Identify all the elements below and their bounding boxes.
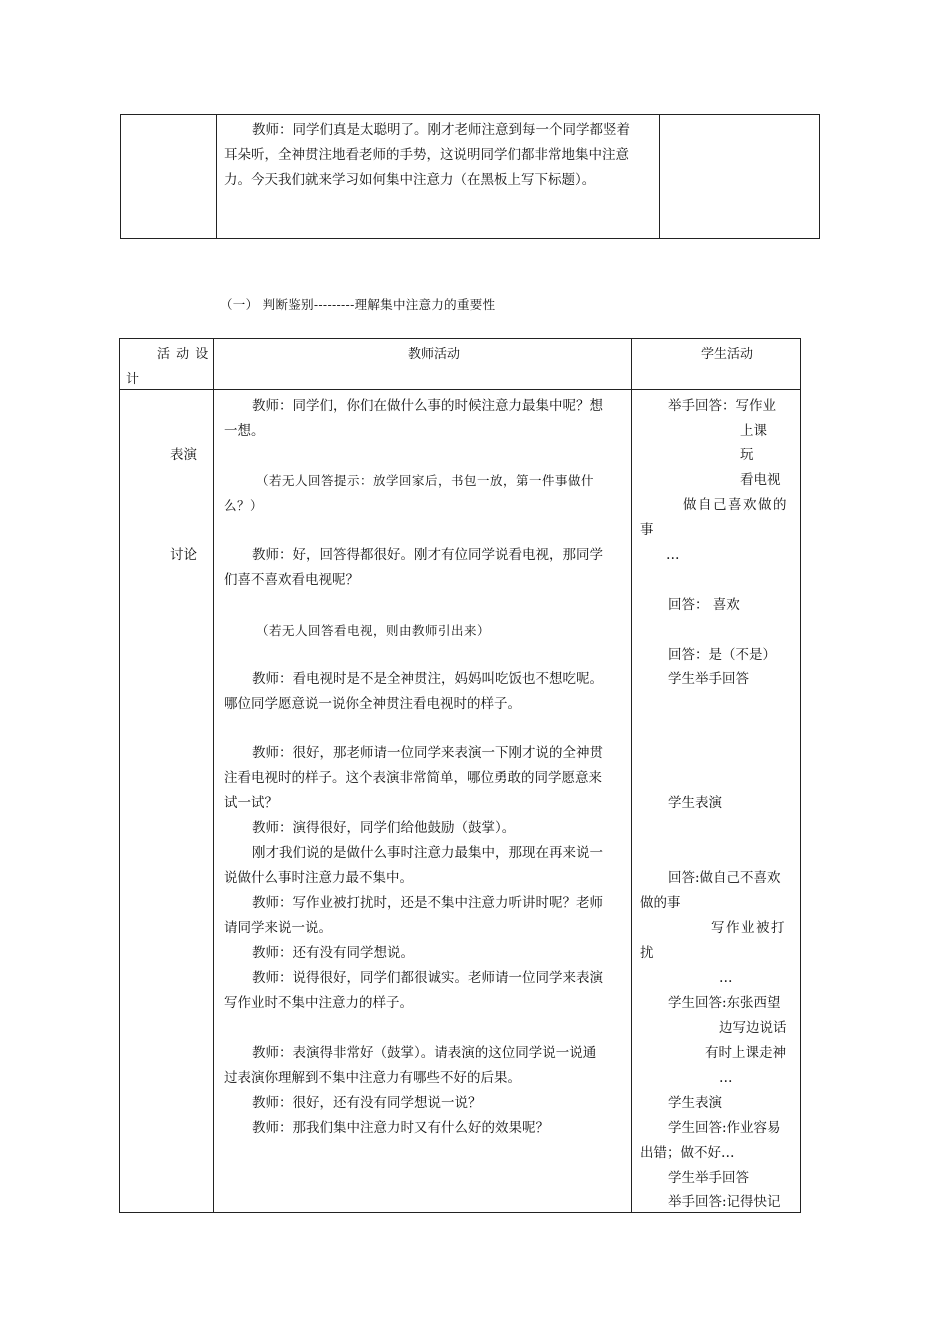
teacher-line: 教师：看电视时是不是全神贯注，妈妈叫吃饭也不想吃呢。 [252, 671, 603, 687]
student-line: 边写边说话 [719, 1020, 787, 1036]
header-student-activity: 学生活动 [701, 347, 754, 362]
teacher-line: 么？） [224, 498, 264, 513]
teacher-line: 一想。 [224, 423, 265, 439]
student-line: 学生举手回答 [668, 671, 749, 687]
header-activity-design-cont: 计 [126, 372, 140, 387]
teacher-line: 教师：表演得非常好（鼓掌）。请表演的这位同学说一说通 [252, 1045, 597, 1061]
teacher-line: 教师：演得很好，同学们给他鼓励（鼓掌）。 [252, 820, 516, 836]
student-line: 做的事 [640, 895, 681, 911]
teacher-line: 刚才我们说的是做什么事时注意力最集中，那现在再来说一 [252, 845, 603, 861]
student-line: 举手回答：写作业 [668, 398, 776, 414]
student-line: … [719, 970, 733, 986]
teacher-line: 试一试？ [224, 795, 278, 811]
top-teacher-line: 力。今天我们就来学习如何集中注意力（在黑板上写下标题）。 [224, 172, 596, 188]
teacher-line: 写作业时不集中注意力的样子。 [224, 995, 413, 1011]
teacher-line: 说做什么事时注意力最不集中。 [224, 870, 413, 886]
header-activity-design: 活 动 设 [157, 347, 210, 362]
top-teacher-line: 耳朵听，全神贯注地看老师的手势，这说明同学们都非常地集中注意 [224, 147, 629, 163]
teacher-line: （若无人回答提示：放学回家后，书包一放，第一件事做什 [256, 473, 595, 488]
student-line: 扰 [640, 945, 654, 961]
teacher-line: 教师：很好，还有没有同学想说一说？ [252, 1095, 482, 1111]
student-line: 出错；做不好… [640, 1145, 735, 1161]
activity-label-perform: 表演 [170, 447, 197, 463]
teacher-line: （若无人回答看电视，则由教师引出来） [256, 623, 491, 638]
activity-label-discuss: 讨论 [170, 547, 197, 563]
teacher-line: 教师：写作业被打扰时，还是不集中注意力听讲时呢？老师 [252, 895, 603, 911]
student-line: 玩 [740, 447, 754, 463]
teacher-line: 请同学来说一说。 [224, 920, 332, 936]
student-line: … [666, 547, 680, 563]
student-line: 看电视 [740, 472, 781, 488]
student-line: 举手回答:记得快记 [668, 1194, 781, 1210]
student-line: 有时上课走神 [705, 1045, 786, 1061]
teacher-line: 过表演你理解到不集中注意力有哪些不好的后果。 [224, 1070, 521, 1086]
teacher-line: 教师：同学们，你们在做什么事的时候注意力最集中呢？想 [252, 398, 603, 414]
teacher-line: 注看电视时的样子。这个表演非常简单，哪位勇敢的同学愿意来 [224, 770, 602, 786]
header-teacher-activity: 教师活动 [408, 347, 461, 362]
student-line: 学生回答:作业容易 [668, 1120, 781, 1136]
student-line: … [719, 1070, 733, 1086]
teacher-line: 教师：那我们集中注意力时又有什么好的效果呢？ [252, 1120, 549, 1136]
student-line: 写作业被打 [711, 920, 786, 936]
teacher-line: 教师：很好，那老师请一位同学来表演一下刚才说的全神贯 [252, 745, 603, 761]
student-line: 做自己喜欢做的 [683, 497, 788, 513]
teacher-line: 教师：好，回答得都很好。刚才有位同学说看电视，那同学 [252, 547, 603, 563]
teacher-line: 教师：说得很好，同学们都很诚实。老师请一位同学来表演 [252, 970, 603, 986]
student-line: 学生举手回答 [668, 1170, 749, 1186]
student-line: 上课 [740, 423, 767, 439]
teacher-line: 哪位同学愿意说一说你全神贯注看电视时的样子。 [224, 696, 521, 712]
student-line: 学生回答:东张西望 [668, 995, 781, 1011]
student-line: 事 [640, 522, 654, 538]
teacher-line: 教师：还有没有同学想说。 [252, 945, 414, 961]
teacher-line: 们喜不喜欢看电视呢？ [224, 572, 359, 588]
student-line: 回答:做自己不喜欢 [668, 870, 781, 886]
student-line: 回答： 喜欢 [668, 597, 740, 613]
student-line: 学生表演 [668, 1095, 722, 1111]
section-heading: （一） 判断鉴别---------理解集中注意力的重要性 [220, 297, 496, 312]
top-teacher-line: 教师：同学们真是太聪明了。刚才老师注意到每一个同学都竖着 [252, 122, 630, 138]
student-line: 回答：是（不是） [668, 647, 776, 663]
student-line: 学生表演 [668, 795, 722, 811]
